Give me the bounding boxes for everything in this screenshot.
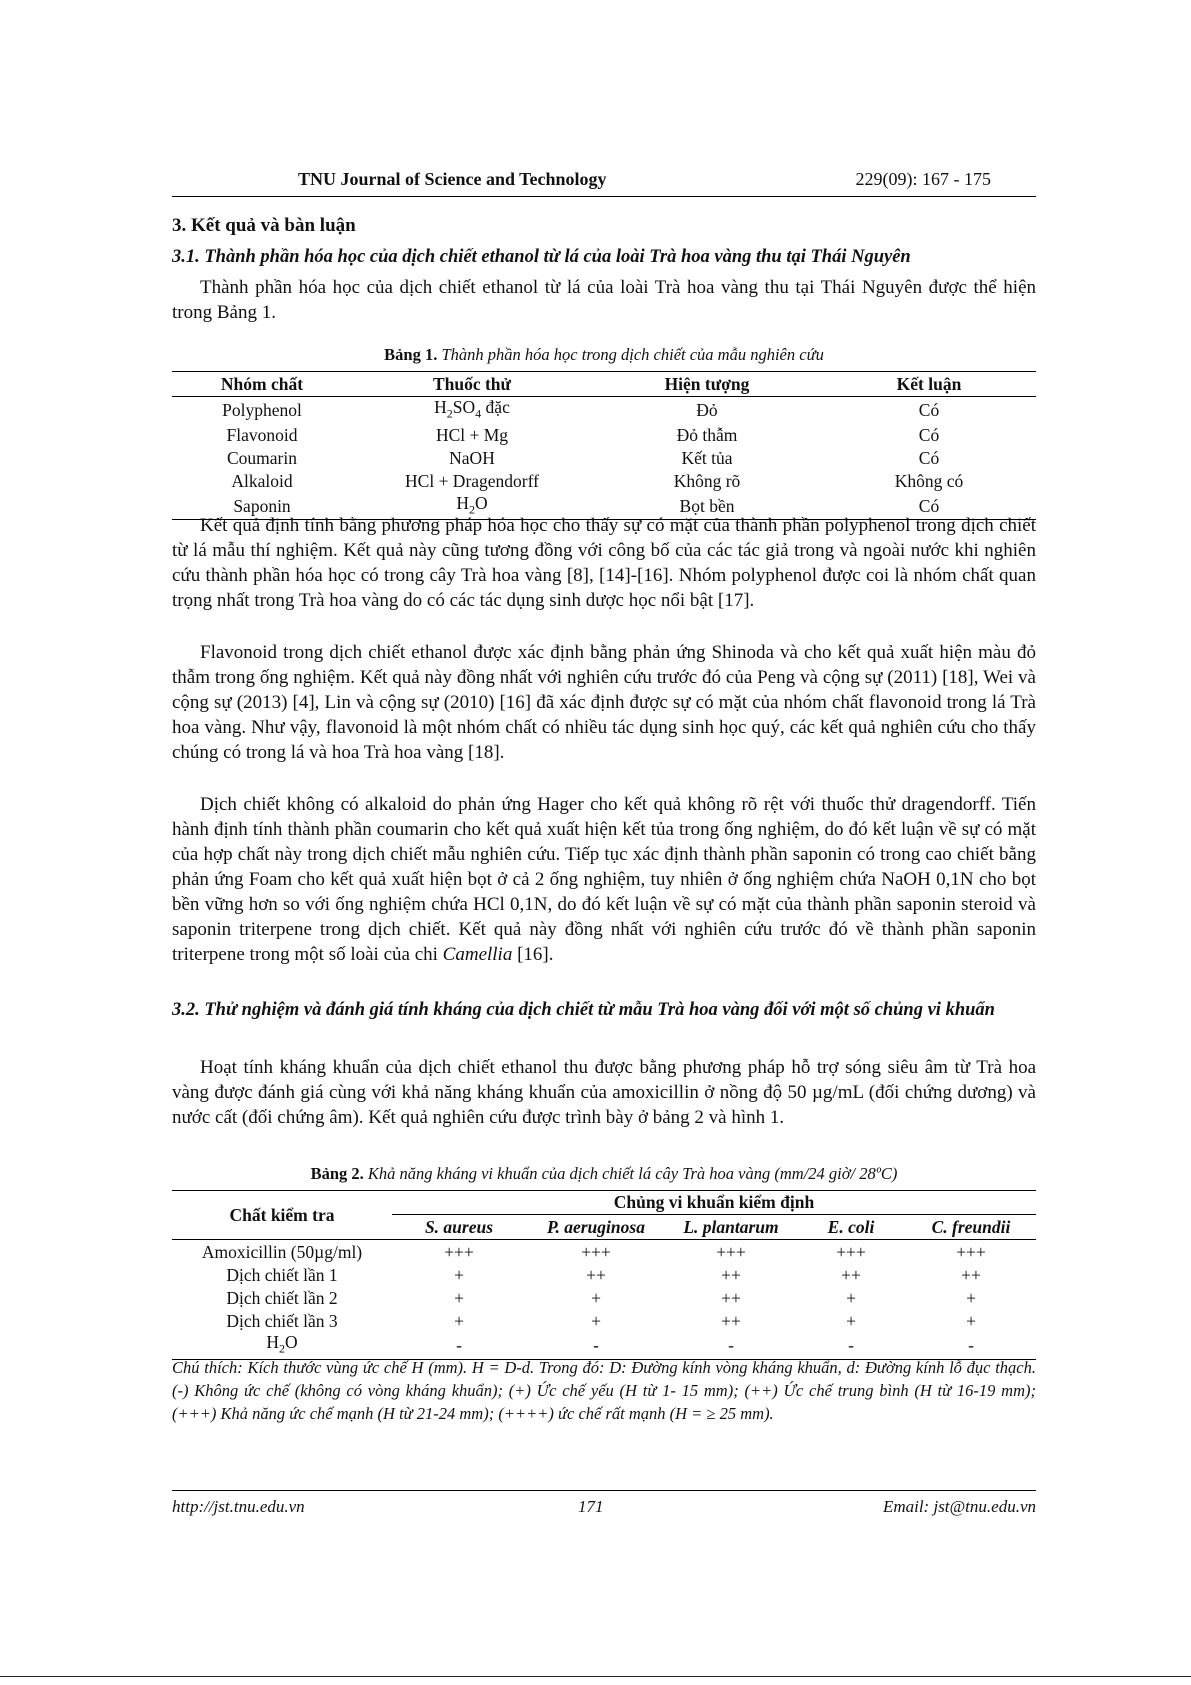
- table1-header-row: [172, 372, 1036, 397]
- table-row: [172, 1240, 1036, 1264]
- section-title: 3. Kết quả và bàn luận: [172, 215, 356, 236]
- table-row: [172, 447, 1036, 470]
- table-cell: ++: [721, 1310, 741, 1331]
- paragraph-antibacterial: Hoạt tính kháng khuẩn của dịch chiết ethanol thu được bằng phương pháp hỗ trợ sóng siêu âm từ Trà hoa vàng được đánh giá cùng với khả năng kháng khuẩn của amoxicillin ở nồng độ 50 µg/mL (đối chứng dương) và nước cất (đối chứng âm). Kết quả nghiên cứu được trình bày ở bảng 2 và hình 1.: [172, 1057, 1036, 1128]
- table-cell: ++: [841, 1264, 861, 1285]
- table-cell: Polyphenol: [222, 400, 302, 421]
- page-number: 171: [578, 1497, 604, 1516]
- table-cell: Không rõ: [673, 471, 741, 491]
- subsection-title-3-1: 3.1. Thành phần hóa học của dịch chiết ethanol từ lá của loài Trà hoa vàng thu tại Thái Nguyên: [172, 247, 911, 267]
- table1-caption: [172, 345, 1036, 365]
- table-cell: Dịch chiết lần 1: [226, 1264, 338, 1285]
- table-cell: HCl + Dragendorff: [405, 471, 539, 491]
- table-cell: +++: [444, 1241, 474, 1262]
- table-cell: Flavonoid: [226, 425, 298, 445]
- table-cell: Amoxicillin (50µg/ml): [201, 1241, 363, 1262]
- table-row: [172, 1263, 1036, 1286]
- table2-caption-text: Khả năng kháng vi khuẩn của dịch chiết lá cây Trà hoa vàng (mm/24 giờ/ 28ºC): [367, 1164, 898, 1183]
- table1-header: Nhóm chất: [172, 372, 352, 397]
- table-cell: ++: [961, 1264, 981, 1285]
- table-cell: Dịch chiết lần 2: [226, 1287, 338, 1308]
- footer-email[interactable]: Email: jst@tnu.edu.vn: [882, 1497, 1036, 1516]
- table1-header: Hiện tượng: [592, 372, 822, 397]
- strain-header: L. plantarum: [666, 1215, 796, 1240]
- strain-header: E. coli: [796, 1215, 906, 1240]
- strain-header: S. aureus: [392, 1215, 526, 1240]
- strain-header: P. aeruginosa: [526, 1215, 666, 1240]
- table-cell: Có: [918, 400, 940, 421]
- table-cell: Kết tủa: [681, 448, 733, 468]
- table-row: [172, 1309, 1036, 1332]
- table-cell: +: [966, 1310, 976, 1331]
- table-cell: Dịch chiết lần 3: [226, 1310, 338, 1331]
- table2-header-row: [172, 1191, 1036, 1215]
- table-cell: Saponin: [233, 495, 291, 516]
- table-cell: +: [454, 1287, 464, 1308]
- table-cell: ++: [586, 1264, 606, 1285]
- table-cell: +: [966, 1287, 976, 1308]
- paragraph-polyphenol: Kết quả định tính bằng phương pháp hóa học cho thấy sự có mặt của thành phần polyphenol trong dịch chiết từ lá mẫu thí nghiệm. Kết quả này cũng tương đồng với công bố của các tác giả trong và ngoài nước khi nghiên cứu thành phần hóa học có trong cây Trà hoa vàng [8], [14]-[16]. Nhóm polyphenol được coi là nhóm chất quan trọng nhất trong Trà hoa vàng do có các tác dụng sinh dược học nổi bật [17].: [172, 515, 1036, 611]
- volume-pages: 229(09): 167 - 175: [855, 169, 991, 189]
- table-cell: +: [591, 1310, 601, 1331]
- strain-header: C. freundii: [906, 1215, 1036, 1240]
- table-cell: ++: [721, 1287, 741, 1308]
- table-cell: -: [456, 1335, 462, 1356]
- table-cell: +: [454, 1310, 464, 1331]
- table-cell: -: [593, 1335, 599, 1356]
- table-cell: Coumarin: [227, 448, 297, 468]
- table-cell: +++: [836, 1241, 866, 1262]
- journal-name: TNU Journal of Science and Technology: [298, 169, 607, 189]
- table2-note: Chú thích: Kích thước vùng ức chế H (mm). H = D-d. Trong đó: D: Đường kính vòng kháng khuẩn, d: Đường kính lỗ đục thạch.(-) Không ức chế (không có vòng kháng khuẩn); (+) Ức chế yếu (H từ 1- 15 mm); (++) Ức chế trung bình (H từ 16-19 mm); (+++) Khả năng ức chế mạnh (H từ 21-24 mm); (++++) ức chế rất mạnh (H = ≥ 25 mm).: [172, 1358, 1036, 1423]
- table-cell: Có: [918, 495, 940, 516]
- intro-paragraph: Thành phần hóa học của dịch chiết ethanol từ lá của loài Trà hoa vàng thu tại Thái Nguyên được thể hiện trong Bảng 1.: [172, 277, 1036, 323]
- table-cell: Có: [918, 425, 940, 445]
- table1-caption-text: Thành phần hóa học trong dịch chiết của mẫu nghiên cứu: [441, 345, 824, 364]
- table-cell: Bọt bền: [679, 495, 735, 516]
- paragraph-alkaloid-saponin: Dịch chiết không có alkaloid do phản ứng Hager cho kết quả không rõ rệt với thuốc thử dragendorff. Tiến hành định tính thành phần coumarin cho kết quả xuất hiện kết tủa trong ống nghiệm, do đó kết luận về sự có mặt của hợp chất này trong dịch chiết mẫu nghiên cứu. Tiếp tục xác định thành phần saponin có trong cao chiết bằng phản ứng Foam cho kết quả xuất hiện bọt ở cả 2 ống nghiệm, tuy nhiên ở ống nghiệm chứa NaOH 0,1N cho bọt bền vững hơn so với ống nghiệm chứa HCl 0,1N, do đó kết luận về sự có mặt của thành phần saponin steroid và saponin triterpene trong dịch chiết. Kết quả này đồng nhất với nghiên cứu trước đó về thành phần saponin triterpene trong một số loài của chi Camellia [16].: [172, 794, 1036, 965]
- table-cell: Alkaloid: [231, 471, 293, 491]
- table-cell: +: [591, 1287, 601, 1308]
- table-cell: NaOH: [449, 448, 495, 468]
- table-cell: HCl + Mg: [435, 425, 509, 445]
- table-cell: +: [846, 1287, 856, 1308]
- table-cell: Đỏ: [696, 400, 718, 421]
- table-row: [172, 470, 1036, 493]
- table-1: [172, 371, 1036, 520]
- table-cell: +++: [956, 1241, 986, 1262]
- table2-caption: [172, 1164, 1036, 1184]
- table-cell: -: [728, 1335, 734, 1356]
- table-cell: +: [846, 1310, 856, 1331]
- running-header: [172, 166, 1036, 197]
- subsection-title-3-2: 3.2. Thử nghiệm và đánh giá tính kháng của dịch chiết từ mẫu Trà hoa vàng đối với một số chủng vi khuẩn: [172, 1000, 995, 1020]
- table-cell: Không có: [894, 471, 964, 491]
- table-row: [172, 1332, 1036, 1359]
- table1-caption-label: Bảng 1.: [384, 345, 438, 364]
- table2-group-header: Chủng vi khuẩn kiểm định: [392, 1191, 1036, 1215]
- footer-url[interactable]: http://jst.tnu.edu.vn: [172, 1497, 305, 1516]
- table-cell: $H_2O$: [456, 492, 488, 516]
- table1-header: Thuốc thử: [352, 372, 592, 397]
- table2-row-header: Chất kiểm tra: [172, 1191, 392, 1240]
- page-footer: [172, 1490, 1036, 1517]
- table-2: [172, 1190, 1036, 1360]
- table1-header: Kết luận: [822, 372, 1036, 397]
- table-row: [172, 397, 1036, 424]
- table-row: [172, 1286, 1036, 1309]
- table-cell: Có: [918, 448, 940, 468]
- table-cell: ++: [721, 1264, 741, 1285]
- table-cell: +++: [716, 1241, 746, 1262]
- table-row: [172, 424, 1036, 447]
- bottom-rule: [0, 1676, 1191, 1677]
- table-cell: +: [454, 1264, 464, 1285]
- paragraph-flavonoid: Flavonoid trong dịch chiết ethanol được xác định bằng phản ứng Shinoda và cho kết quả xuất hiện màu đỏ thẫm trong ống nghiệm. Kết quả này đồng nhất với nghiên cứu trước đó của Peng và cộng sự (2011) [18], Wei và cộng sự (2013) [4], Lin và cộng sự (2010) [16] đã xác định được sự có mặt của nhóm chất flavonoid trong lá Trà hoa vàng. Như vậy, flavonoid là một nhóm chất có nhiều tác dụng sinh học quý, các kết quả nghiên cứu cho thấy chúng có trong lá và hoa Trà hoa vàng [18].: [172, 642, 1036, 763]
- table-cell: $H_2SO_4$ đặc: [434, 397, 510, 421]
- table-cell: -: [848, 1335, 854, 1356]
- table-cell: $H_2O$: [266, 1332, 298, 1356]
- table-cell: Đỏ thẫm: [676, 425, 738, 445]
- genus-name: Camellia: [442, 944, 513, 965]
- table-cell: -: [968, 1335, 974, 1356]
- table2-caption-label: Bảng 2.: [310, 1164, 364, 1183]
- table-cell: +++: [581, 1241, 611, 1262]
